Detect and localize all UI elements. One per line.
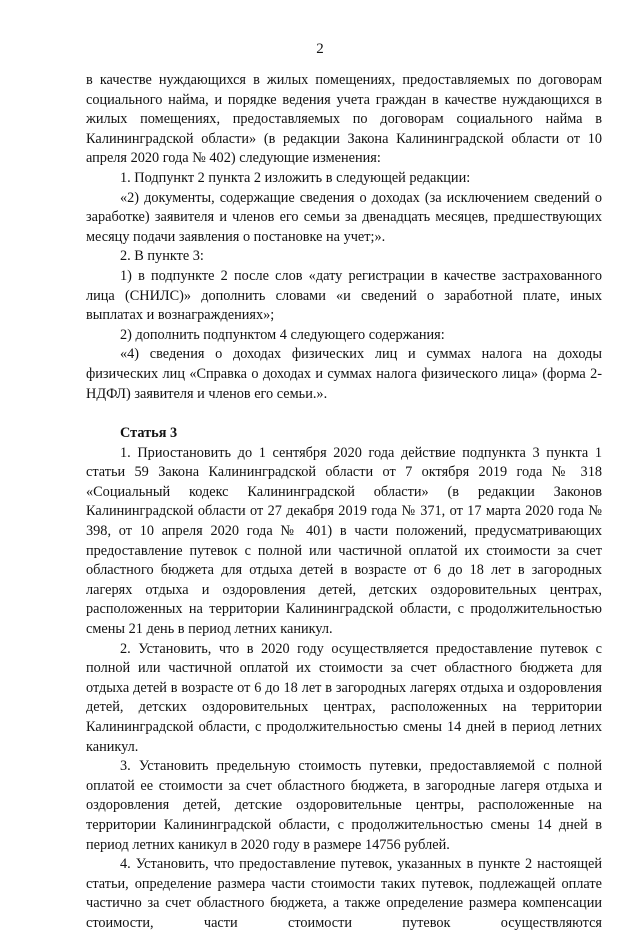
article-paragraph-4: 4. Установить, что предоставление путевок, указанных в пункте 2 настоящей статьи, определение размера части стоимости таких путевок, подлежащей оплате частично за счет областного бюджета, а также определение размера компенсации стоимости, части стоимости путевок осуществляются	[86, 856, 602, 931]
paragraph-item-2: 2. В пункте 3:	[120, 248, 204, 265]
page-number: 2	[316, 41, 324, 57]
article-paragraph-2: 2. Установить, что в 2020 году осуществляется предоставление путевок с полной или частичной оплатой их стоимости за счет областного бюджета для отдыха детей в возрасте от 6 до 18 лет в загородных лагерях отдыха и оздоровления детей, детских оздоровительных центрах, расположенных на территории Калининградской области, с продолжительностью смены 14 дней в период летних каникул.	[86, 640, 602, 755]
article-heading: Статья 3	[120, 425, 178, 442]
document-body	[86, 71, 602, 934]
paragraph-quoted-subitem-4: «4) сведения о доходах физических лиц и суммах налога на доходы физических лиц «Справка о доходах и суммах налога физического лица» (форма 2-НДФЛ) заявителя и членов его семьи.».	[86, 346, 602, 402]
section-spacer	[86, 404, 602, 424]
paragraph-subitem-2: 2) дополнить подпунктом 4 следующего содержания:	[120, 326, 445, 343]
article-paragraph-1: 1. Приостановить до 1 сентября 2020 года действие подпункта 3 пункта 1 статьи 59 Закона Калининградской области от 7 октября 2019 года № 318 «Социальный кодекс Калининградской области» (в редакции Законов Калининградской области от 27 декабря 2019 года № 371, от 17 марта 2020 года № 398, от 10 апреля 2020 года № 401) в части положений, предусматривающих предоставление путевок с полной или частичной оплатой их стоимости за счет областного бюджета для отдыха детей в возрасте от 6 до 18 лет в загородных лагерях отдыха и оздоровления детей, детских оздоровительных центрах, расположенных на территории Калининградской области, с продолжительностью смены 21 день в период летних каникул.	[86, 444, 602, 638]
article-paragraph-3: 3. Установить предельную стоимость путевки, предоставляемой с полной оплатой ее стоимости за счет областного бюджета, в загородные лагеря отдыха и оздоровления детей, детские оздоровительные центры, расположенные на территории Калининградской области, с продолжительностью смены 14 дней в период летних каникул в 2020 году в размере 14756 рублей.	[86, 758, 602, 853]
paragraph-continuation: в качестве нуждающихся в жилых помещениях, предоставляемых по договорам социального найма, и порядке ведения учета граждан в качестве нуждающихся в жилых помещениях, предоставляемых по договорам социального найма в Калининградской области» (в редакции Закона Калининградской области от 10 апреля 2020 года № 402) следующие изменения:	[86, 72, 602, 167]
paragraph-quoted-subitem-2: «2) документы, содержащие сведения о доходах (за исключением сведений о заработке) заявителя и членов его семьи за двенадцать месяцев, предшествующих месяцу подачи заявления о постановке на учет;».	[86, 189, 602, 245]
paragraph-item-1: 1. Подпункт 2 пункта 2 изложить в следующей редакции:	[120, 169, 471, 186]
paragraph-subitem-1: 1) в подпункте 2 после слов «дату регистрации в качестве застрахованного лица (СНИЛС)» дополнить словами «и сведений о заработной плате, иных выплатах и вознаграждениях»;	[86, 267, 602, 324]
